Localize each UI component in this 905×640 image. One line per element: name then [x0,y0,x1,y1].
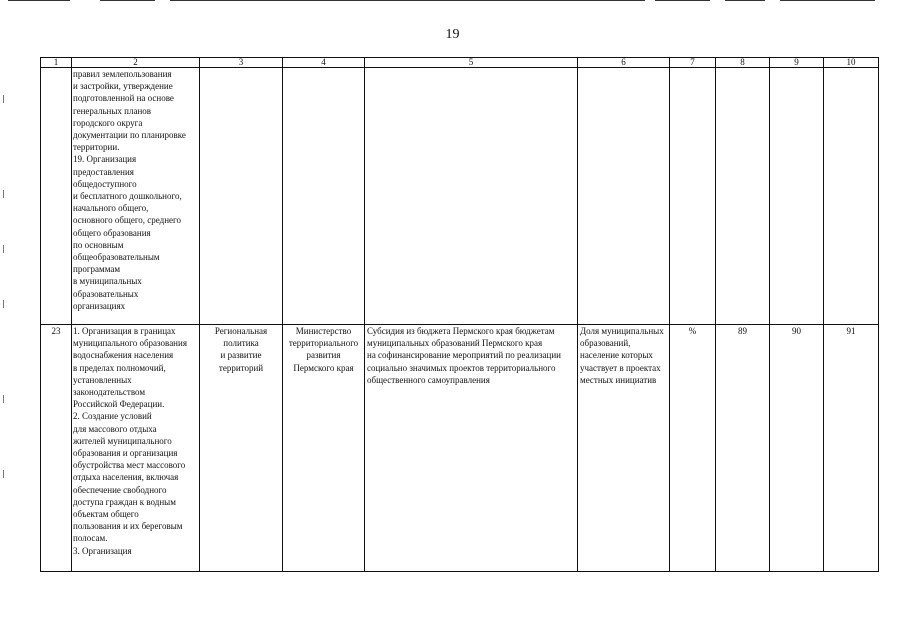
cell-text-line: объектам общего [73,509,139,520]
cell-text-line: в муниципальных [73,276,142,287]
cell-text-line: и развитие [220,350,262,361]
cell-text-line: Министерство [295,326,352,336]
cell-text-line: участвует в проектах [580,362,661,373]
scan-edge-mark [3,395,4,403]
top-edge-line [100,0,155,1]
responsible-cell [283,325,365,572]
column-number: 3 [200,58,283,68]
cell-text-line: отдыха населения, включая [73,472,179,483]
row-number-cell [41,68,72,325]
cell-text-line: территории. [73,142,120,153]
unit-cell: % [670,325,716,572]
cell-text-line: Пермского края [293,362,354,373]
cell-text-line: в пределах полномочий, [73,362,166,373]
cell-text-line: Российской Федерации. [73,399,165,410]
cell-text-line: документации по планировке [73,130,186,141]
cell-text-line: обеспечение свободного [73,484,167,495]
cell-text-line: предоставления [73,166,134,177]
responsible-cell [283,68,365,325]
cell-text-line: по основным [73,239,124,250]
value-cell [824,68,879,325]
cell-text-line: и застройки, утверждение [73,81,173,92]
value-cell: 91 [824,325,879,572]
cell-text-line: образовательных [73,288,139,299]
column-number: 9 [770,58,824,68]
cell-text-line: генеральных планов [73,105,152,116]
page-number: 19 [445,27,460,42]
cell-text-line: 19. Организация [73,154,137,165]
top-edge-line [725,0,765,1]
subsidy-cell [365,325,578,572]
cell-text-line: развития [306,350,341,361]
value-cell: 90 [770,325,824,572]
indicator-cell [578,325,670,572]
cell-text-line: социально значимых проектов территориального [367,362,556,373]
cell-text-line: общественного самоуправления [367,374,490,385]
cell-text-line: образований, [580,338,631,349]
program-cell [200,68,283,325]
value-cell [716,68,770,325]
cell-text-line: основного общего, среднего [73,215,182,226]
top-edge-line [655,0,710,1]
cell-text-line: 3. Организация [73,545,132,556]
row-number-cell: 23 [41,325,72,572]
scan-edge-mark [3,245,4,253]
cell-text-line: законодательством [73,387,146,398]
cell-text-line: Региональная [214,326,268,336]
column-number: 2 [72,58,200,68]
scan-edge-mark [3,95,4,103]
cell-text-line: программам [73,264,121,275]
cell-text-line: муниципального образования [73,338,187,349]
table-header-row [41,58,879,68]
column-number: 7 [670,58,716,68]
cell-text-line: 1. Организация в границах [73,326,176,336]
cell-text-line: подготовленной на основе [73,93,174,104]
cell-text-line: для массового отдыха [73,423,157,434]
value-cell [770,68,824,325]
cell-text-line: общего образования [73,227,151,238]
value-cell: 89 [716,325,770,572]
cell-text-line: население которых [580,350,653,361]
table-row [41,325,879,572]
program-cell [200,325,283,572]
cell-text-line: жителей муниципального [73,435,172,446]
cell-text-line: и бесплатного дошкольного, [73,191,182,202]
cell-text-line: политика [223,338,259,349]
cell-text-line: 2. Создание условий [73,411,152,422]
column-number: 8 [716,58,770,68]
top-edge-line [780,0,875,1]
cell-text-line: полосам. [73,533,108,544]
column-number: 5 [365,58,578,68]
column-number: 10 [824,58,879,68]
cell-text-line: Субсидия из бюджета Пермского края бюджетам [367,326,555,336]
cell-text-line: начального общего, [73,203,149,214]
cell-text-line: на софинансирование мероприятий по реализации [367,350,561,361]
cell-text-line: общеобразовательным [73,252,160,263]
cell-text-line: доступа граждан к водным [73,496,176,507]
data-table [40,57,879,572]
scan-edge-mark [3,300,4,308]
cell-text-line: территориального [288,338,359,349]
cell-text-line: Доля муниципальных [580,326,664,336]
scan-edge-mark [3,190,4,198]
column-number: 1 [41,58,72,68]
column-number: 6 [578,58,670,68]
cell-text-line: муниципальных образований Пермского края [367,338,543,349]
column-number: 4 [283,58,365,68]
cell-text-line: организациях [73,300,126,311]
cell-text-line: пользования и их береговым [73,521,183,532]
cell-text-line: территорий [218,362,264,373]
cell-text-line: городского округа [73,117,143,128]
top-edge-line [8,0,70,1]
cell-text-line: общедоступного [73,178,137,189]
cell-text-line: местных инициатив [580,374,657,385]
indicator-cell [578,68,670,325]
authority-cell [72,68,200,325]
scan-edge-mark [3,470,4,478]
subsidy-cell [365,68,578,325]
cell-text-line: установленных [73,374,132,385]
top-edge-line [170,0,645,1]
table-row [41,68,879,325]
cell-text-line: образования и организация [73,448,178,459]
cell-text-line: правил землепользования [73,69,172,79]
cell-text-line: водоснабжения населения [73,350,174,361]
authority-cell [72,325,200,572]
cell-text-line: обустройства мест массового [73,460,186,471]
unit-cell [670,68,716,325]
